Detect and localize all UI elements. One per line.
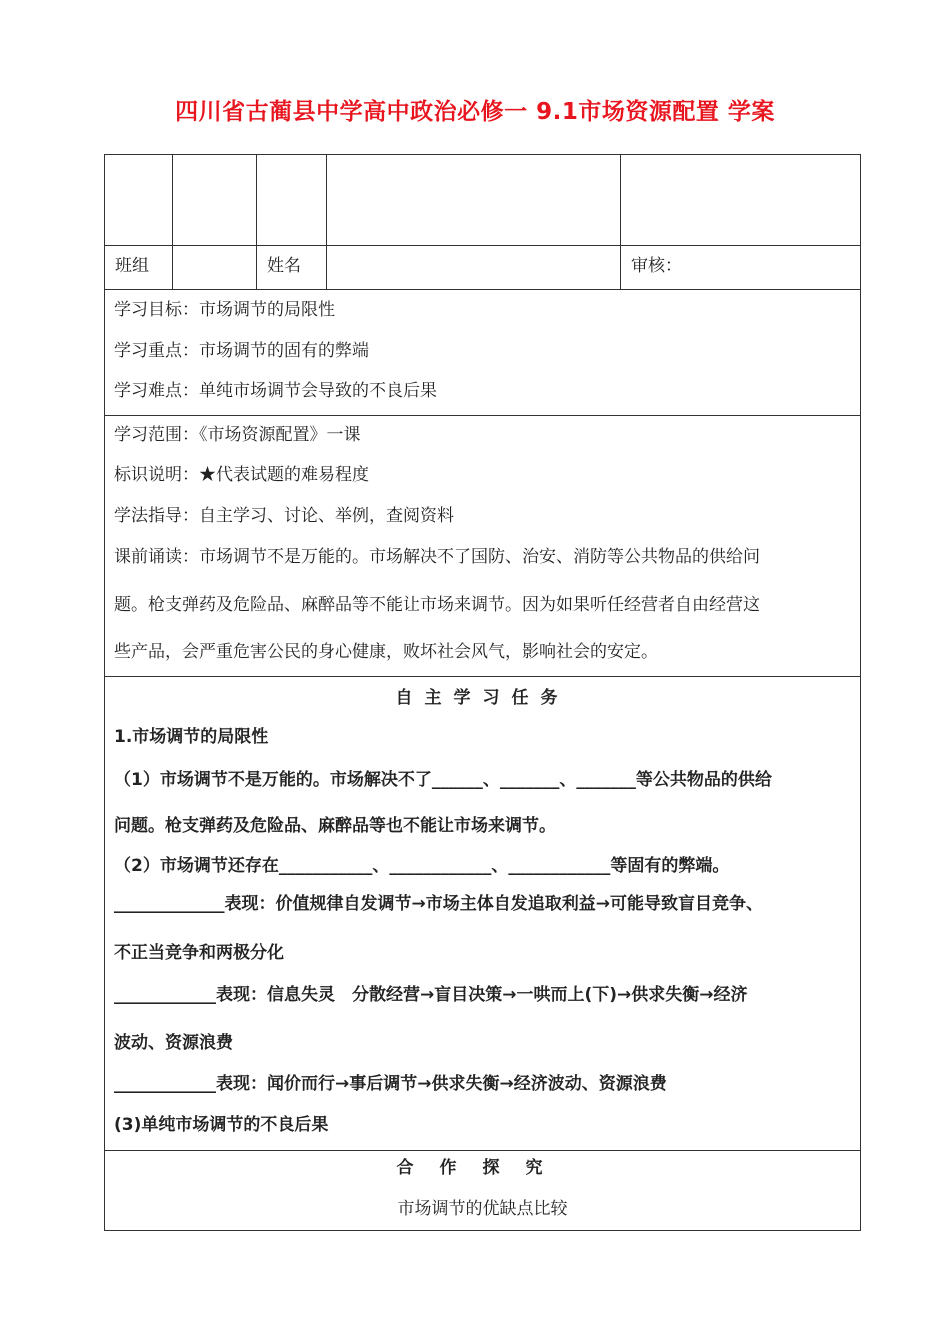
row-divider <box>104 245 861 246</box>
self-study-line: （2）市场调节还存在___________、____________、____________等固有的弊端。 <box>114 856 730 876</box>
self-study-line: 波动、资源浪费 <box>114 1033 233 1053</box>
learning-difficulty: 学习难点：单纯市场调节会导致的不良后果 <box>114 381 437 401</box>
table-border-bottom <box>104 1230 861 1231</box>
row-divider <box>104 415 861 416</box>
column-divider <box>326 154 327 289</box>
row-divider <box>104 1150 861 1151</box>
mark-explanation: 标识说明：★代表试题的难易程度 <box>114 465 369 485</box>
self-study-line: （1）市场调节不是万能的。市场解决不了______、_______、_______等公共物品的供给 <box>114 770 772 790</box>
self-study-line: 问题。枪支弹药及危险品、麻醉品等也不能让市场来调节。 <box>114 816 556 836</box>
cooperation-subtitle: 市场调节的优缺点比较 <box>397 1199 568 1219</box>
name-label: 姓名 <box>267 256 301 276</box>
column-divider <box>256 154 257 289</box>
review-label: 审核： <box>631 256 682 276</box>
method-guide: 学法指导：自主学习、讨论、举例，查阅资料 <box>114 506 454 526</box>
pre-class-reading: 些产品，会严重危害公民的身心健康，败坏社会风气，影响社会的安定。 <box>114 642 658 662</box>
self-study-line: ____________表现：闻价而行→事后调节→供求失衡→经济波动、资源浪费 <box>114 1074 667 1094</box>
column-divider <box>620 154 621 289</box>
learning-focus: 学习重点：市场调节的固有的弊端 <box>114 341 369 361</box>
cooperation-heading: 合作探究 <box>396 1158 569 1178</box>
worksheet-table <box>104 154 861 1231</box>
self-study-line: 不正当竞争和两极分化 <box>114 943 284 963</box>
table-border-top <box>104 154 861 155</box>
self-study-line: (3)单纯市场调节的不良后果 <box>114 1115 329 1135</box>
pre-class-reading: 题。枪支弹药及危险品、麻醉品等不能让市场来调节。因为如果听任经营者自由经营这 <box>114 595 760 615</box>
row-divider <box>104 676 861 677</box>
self-study-line: 1.市场调节的局限性 <box>114 727 269 747</box>
self-study-line: ____________表现：信息失灵 分散经营→盲目决策→一哄而上(下)→供求失衡→经济 <box>114 985 748 1005</box>
pre-class-reading: 课前诵读：市场调节不是万能的。市场解决不了国防、治安、消防等公共物品的供给问 <box>114 547 760 567</box>
document-title: 四川省古蔺县中学高中政治必修一 9.1市场资源配置 学案 <box>175 99 775 125</box>
self-study-line: _____________表现：价值规律自发调节→市场主体自发追取利益→可能导致盲目竞争、 <box>114 894 763 914</box>
learning-scope: 学习范围：《市场资源配置》一课 <box>114 425 361 445</box>
column-divider <box>172 154 173 289</box>
class-group-label: 班组 <box>115 256 149 276</box>
row-divider <box>104 289 861 290</box>
learning-goal: 学习目标：市场调节的局限性 <box>114 300 335 320</box>
self-study-heading: 自主学习任务 <box>395 688 570 708</box>
